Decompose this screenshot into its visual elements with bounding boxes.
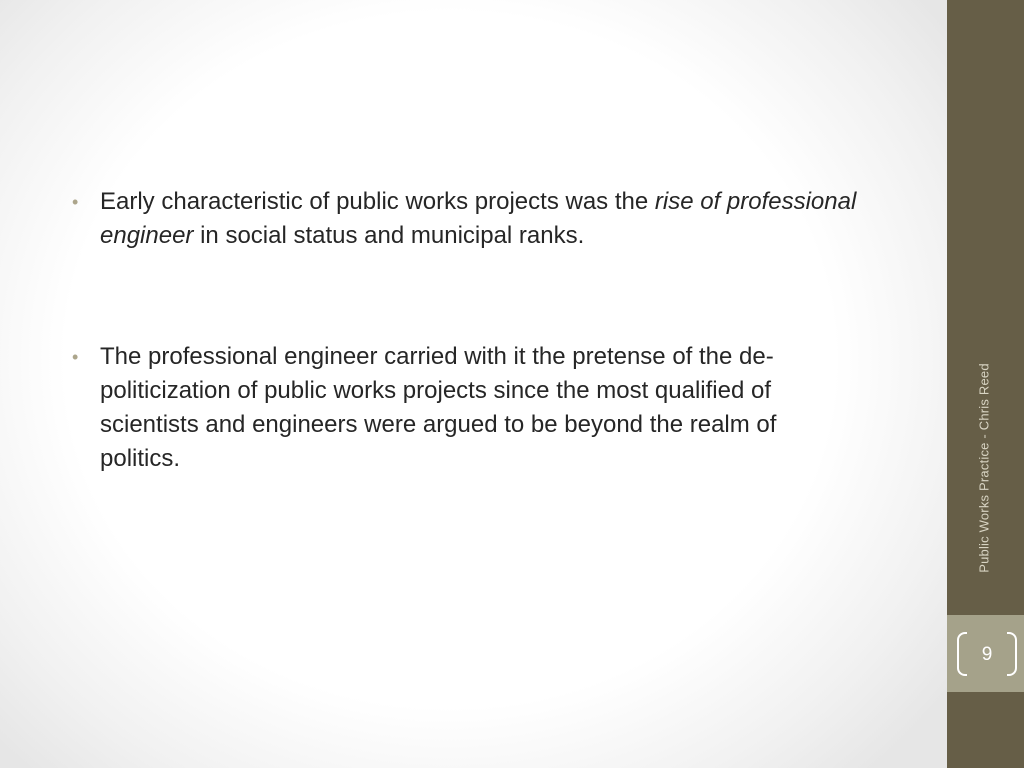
footer-text: Public Works Practice - Chris Reed <box>976 363 992 573</box>
bullet-marker: • <box>72 347 79 367</box>
bullet-1-emphasis: rise of professional engineer <box>100 188 857 249</box>
page-number: 9 <box>981 644 993 665</box>
bullet-1-text-end: in social status and municipal ranks. <box>193 222 585 249</box>
bullet-item-2 <box>72 340 862 476</box>
bullet-2-text: The professional engineer carried with it the pretense of the de-politicization of public works projects since the most qualified of scientists and engineers were argued to be beyond the realm of politics. <box>100 343 777 472</box>
bullet-item-1 <box>72 185 862 253</box>
slide-content <box>72 185 862 476</box>
bullet-1-text-start: Early characteristic of public works projects was the <box>100 188 655 215</box>
left-bracket-icon <box>957 632 967 676</box>
right-bracket-icon <box>1007 632 1017 676</box>
bullet-marker: • <box>72 192 79 212</box>
